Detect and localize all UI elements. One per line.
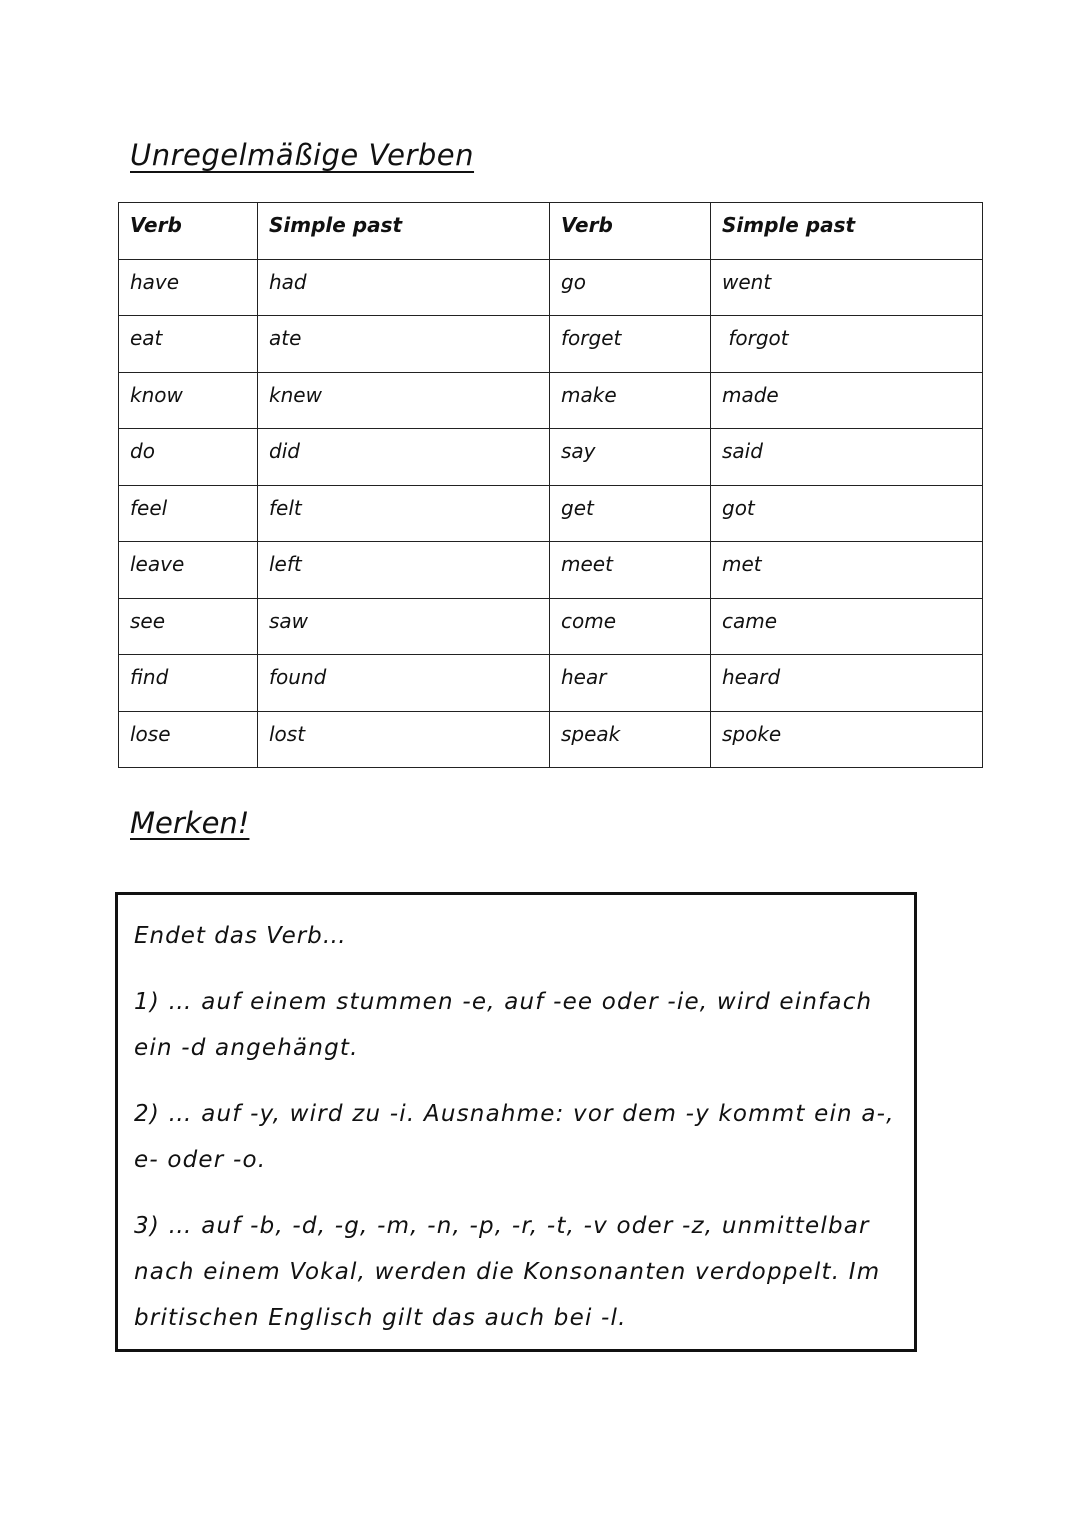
table-cell: do bbox=[119, 429, 258, 486]
table-cell: leave bbox=[119, 542, 258, 599]
table-cell: came bbox=[711, 598, 983, 655]
table-cell: forgot bbox=[711, 316, 983, 373]
header-verb-2: Verb bbox=[550, 203, 711, 260]
table-cell: knew bbox=[258, 372, 550, 429]
table-row bbox=[119, 711, 983, 768]
header-simple-past-1: Simple past bbox=[258, 203, 550, 260]
table-cell: forget bbox=[550, 316, 711, 373]
table-cell: have bbox=[119, 259, 258, 316]
table-cell: feel bbox=[119, 485, 258, 542]
table-cell: got bbox=[711, 485, 983, 542]
rules-box bbox=[115, 892, 917, 1352]
table-cell: met bbox=[711, 542, 983, 599]
table-cell: get bbox=[550, 485, 711, 542]
irregular-verbs-table bbox=[118, 202, 983, 768]
rules-intro: Endet das Verb… bbox=[134, 923, 347, 949]
page-title: Unregelmäßige Verben bbox=[130, 138, 475, 172]
table-cell: went bbox=[711, 259, 983, 316]
rule-3: 3) … auf -b, -d, -g, -m, -n, -p, -r, -t, -v oder -z, unmittelbar nach einem Vokal, werden die Konsonanten verdoppelt. Im britischen Englisch gilt das auch bei -l. bbox=[134, 1213, 881, 1331]
table-row bbox=[119, 542, 983, 599]
table-header-row bbox=[119, 203, 983, 260]
rule-1: 1) … auf einem stummen -e, auf -ee oder -ie, wird einfach ein -d angehängt. bbox=[134, 989, 873, 1061]
table-cell: had bbox=[258, 259, 550, 316]
table-row bbox=[119, 598, 983, 655]
table-cell: made bbox=[711, 372, 983, 429]
header-simple-past-2: Simple past bbox=[711, 203, 983, 260]
table-cell: meet bbox=[550, 542, 711, 599]
table-row bbox=[119, 429, 983, 486]
table-cell: say bbox=[550, 429, 711, 486]
table-cell: find bbox=[119, 655, 258, 712]
table-cell: eat bbox=[119, 316, 258, 373]
table-cell: spoke bbox=[711, 711, 983, 768]
table-cell: come bbox=[550, 598, 711, 655]
merken-heading: Merken! bbox=[130, 806, 250, 840]
table-cell: make bbox=[550, 372, 711, 429]
table-cell: ate bbox=[258, 316, 550, 373]
table-cell: did bbox=[258, 429, 550, 486]
table-cell: know bbox=[119, 372, 258, 429]
table-cell: saw bbox=[258, 598, 550, 655]
table-cell: speak bbox=[550, 711, 711, 768]
table-cell: felt bbox=[258, 485, 550, 542]
table-cell: lost bbox=[258, 711, 550, 768]
table-row bbox=[119, 372, 983, 429]
table-cell: go bbox=[550, 259, 711, 316]
table-cell: see bbox=[119, 598, 258, 655]
table-cell: said bbox=[711, 429, 983, 486]
rule-2: 2) … auf -y, wird zu -i. Ausnahme: vor dem -y kommt ein a-, e- oder -o. bbox=[134, 1101, 895, 1173]
table-cell: left bbox=[258, 542, 550, 599]
header-verb-1: Verb bbox=[119, 203, 258, 260]
table-row bbox=[119, 316, 983, 373]
table-cell: found bbox=[258, 655, 550, 712]
table-cell: hear bbox=[550, 655, 711, 712]
table-row bbox=[119, 485, 983, 542]
table-cell: heard bbox=[711, 655, 983, 712]
table-cell: lose bbox=[119, 711, 258, 768]
table-row bbox=[119, 259, 983, 316]
table-row bbox=[119, 655, 983, 712]
